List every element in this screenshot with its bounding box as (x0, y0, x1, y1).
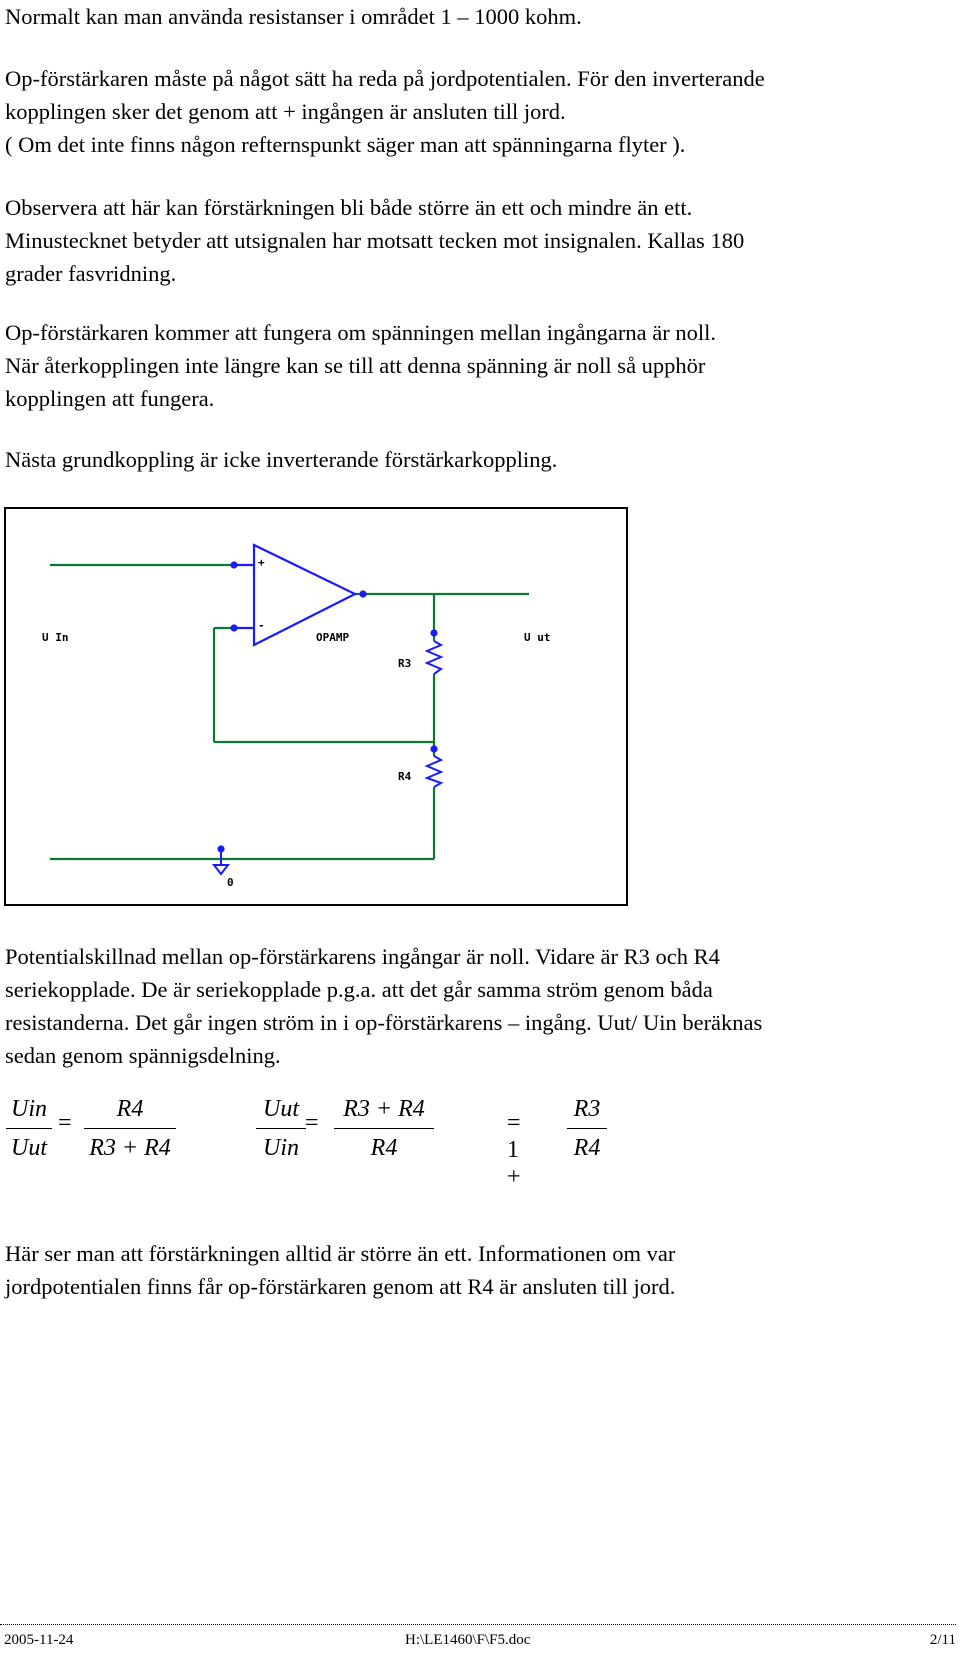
text-line: Observera att här kan förstärkningen bli både större än ett och mindre än ett. (5, 195, 693, 220)
text-line: Normalt kan man använda resistanser i området 1 – 1000 kohm. (5, 4, 582, 29)
footer-page: 2/11 (929, 1632, 956, 1648)
label-ground: 0 (227, 876, 234, 889)
opamp-triangle (254, 545, 355, 645)
text-line: När återkopplingen inte längre kan se till att denna spänning är noll så upphör (5, 353, 706, 378)
circuit-diagram (4, 507, 628, 906)
text-line: seriekopplade. De är seriekopplade p.g.a. att det går samma ström genom båda (5, 977, 713, 1002)
resistor-r4 (427, 756, 441, 787)
node-dot (230, 561, 237, 568)
eq1-numerator: Uin (11, 1096, 47, 1122)
paragraph (5, 1237, 935, 1303)
eq1-denominator: Uut (11, 1135, 47, 1161)
ground-icon (214, 849, 228, 874)
text-line: Op-förstärkaren måste på något sätt ha reda på jordpotentialen. För den inverterande (5, 66, 765, 91)
text-line: Nästa grundkoppling är icke inverterande förstärkarkoppling. (5, 447, 558, 472)
label-r3: R3 (398, 657, 412, 670)
node-dot (359, 590, 366, 597)
label-plus: + (258, 556, 265, 569)
paragraph (5, 0, 935, 33)
eq2-denominator: Uin (263, 1135, 299, 1161)
text-line: grader fasvridning. (5, 261, 177, 286)
text-line: kopplingen sker det genom att + ingången är ansluten till jord. (5, 99, 566, 124)
label-minus: - (258, 619, 265, 632)
resistor-r3 (427, 641, 441, 674)
eq2-rhs-numerator: R3 + R4 (343, 1096, 425, 1122)
text-line: sedan genom spännigsdelning. (5, 1043, 281, 1068)
eq3-numerator: R3 (573, 1096, 601, 1122)
eq1-equals: = (58, 1110, 72, 1136)
paragraph (5, 443, 935, 476)
label-r4: R4 (398, 770, 412, 783)
node-dot (430, 745, 437, 752)
eq2-rhs-denominator: R4 (370, 1135, 398, 1161)
label-uin: U In (42, 631, 69, 644)
eq3-denominator: R4 (573, 1135, 601, 1161)
text-line: kopplingen att fungera. (5, 386, 215, 411)
label-uut: U ut (524, 631, 551, 644)
node-dot (430, 629, 437, 636)
eq2-equals: = (305, 1110, 319, 1136)
eq1-rhs-numerator: R4 (116, 1096, 144, 1122)
paragraph (5, 62, 935, 161)
opamp-schematic (6, 509, 630, 908)
text-line: jordpotentialen finns får op-förstärkaren genom att R4 är ansluten till jord. (5, 1274, 676, 1299)
text-line: Potentialskillnad mellan op-förstärkarens ingångar är noll. Vidare är R3 och R4 (5, 944, 720, 969)
text-line: Op-förstärkaren kommer att fungera om spänningen mellan ingångarna är noll. (5, 320, 717, 345)
eq3-prefix: = 1 + (507, 1110, 521, 1190)
eq2-numerator: Uut (263, 1096, 299, 1122)
text-line: ( Om det inte finns någon refternspunkt säger man att spänningarna flyter ). (5, 132, 686, 157)
paragraph (5, 940, 935, 1072)
paragraph (5, 191, 935, 290)
text-line: Minustecknet betyder att utsignalen har motsatt tecken mot insignalen. Kallas 180 (5, 228, 745, 253)
node-dot (230, 624, 237, 631)
footer-rule (0, 1624, 956, 1625)
footer-path: H:\LE1460\F\F5.doc (405, 1632, 531, 1648)
text-line: Här ser man att förstärkningen alltid är större än ett. Informationen om var (5, 1241, 676, 1266)
paragraph (5, 316, 935, 415)
text-line: resistanderna. Det går ingen ström in i op-förstärkarens – ingång. Uut/ Uin beräknas (5, 1010, 763, 1035)
label-opamp: OPAMP (316, 631, 350, 644)
eq1-rhs-denominator: R3 + R4 (89, 1135, 171, 1161)
footer-date: 2005-11-24 (4, 1632, 74, 1648)
